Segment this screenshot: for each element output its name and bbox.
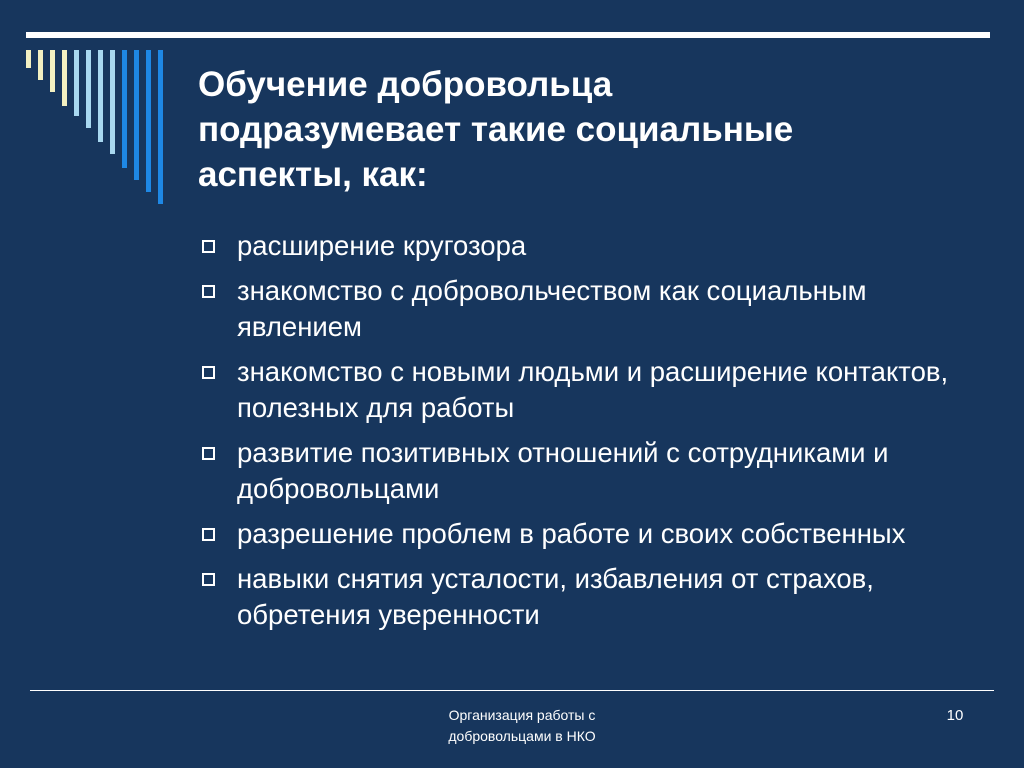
page-number: 10 (946, 707, 964, 724)
top-rule (26, 32, 990, 38)
decorative-stripe (74, 50, 79, 116)
bullet-text: знакомство с новыми людьми и расширение контактов, полезных для работы (237, 356, 949, 423)
bullet-item (200, 354, 990, 426)
bullet-item (200, 561, 990, 633)
decorative-stripes (26, 50, 166, 210)
decorative-stripe (122, 50, 127, 168)
square-bullet-icon (202, 240, 215, 253)
footer-text (412, 705, 632, 747)
bullet-item (200, 516, 990, 552)
bottom-rule (30, 690, 994, 691)
bullet-text: разрешение проблем в работе и своих собственных (237, 518, 906, 549)
decorative-stripe (50, 50, 55, 92)
bullet-list (200, 228, 990, 642)
square-bullet-icon (202, 573, 215, 586)
title-line: Обучение добровольца (198, 65, 613, 104)
title-line: подразумевает такие социальные (198, 110, 794, 149)
bullet-text: развитие позитивных отношений с сотрудниками и добровольцами (237, 437, 889, 504)
square-bullet-icon (202, 285, 215, 298)
decorative-stripe (26, 50, 31, 68)
title-line: аспекты, как: (198, 155, 428, 194)
bullet-text: расширение кругозора (237, 230, 527, 261)
slide-title (198, 62, 978, 197)
bullet-item (200, 435, 990, 507)
square-bullet-icon (202, 447, 215, 460)
decorative-stripe (158, 50, 163, 204)
decorative-stripe (62, 50, 67, 106)
decorative-stripe (98, 50, 103, 142)
bullet-text: знакомство с добровольчеством как социальным явлением (237, 275, 867, 342)
decorative-stripe (86, 50, 91, 128)
decorative-stripe (110, 50, 115, 154)
bullet-text: навыки снятия усталости, избавления от страхов, обретения уверенности (237, 563, 874, 630)
decorative-stripe (38, 50, 43, 80)
bullet-item (200, 228, 990, 264)
square-bullet-icon (202, 528, 215, 541)
footer-line: добровольцами в НКО (448, 728, 596, 744)
decorative-stripe (134, 50, 139, 180)
bullet-item (200, 273, 990, 345)
square-bullet-icon (202, 366, 215, 379)
footer-line: Организация работы с (448, 707, 596, 723)
decorative-stripe (146, 50, 151, 192)
